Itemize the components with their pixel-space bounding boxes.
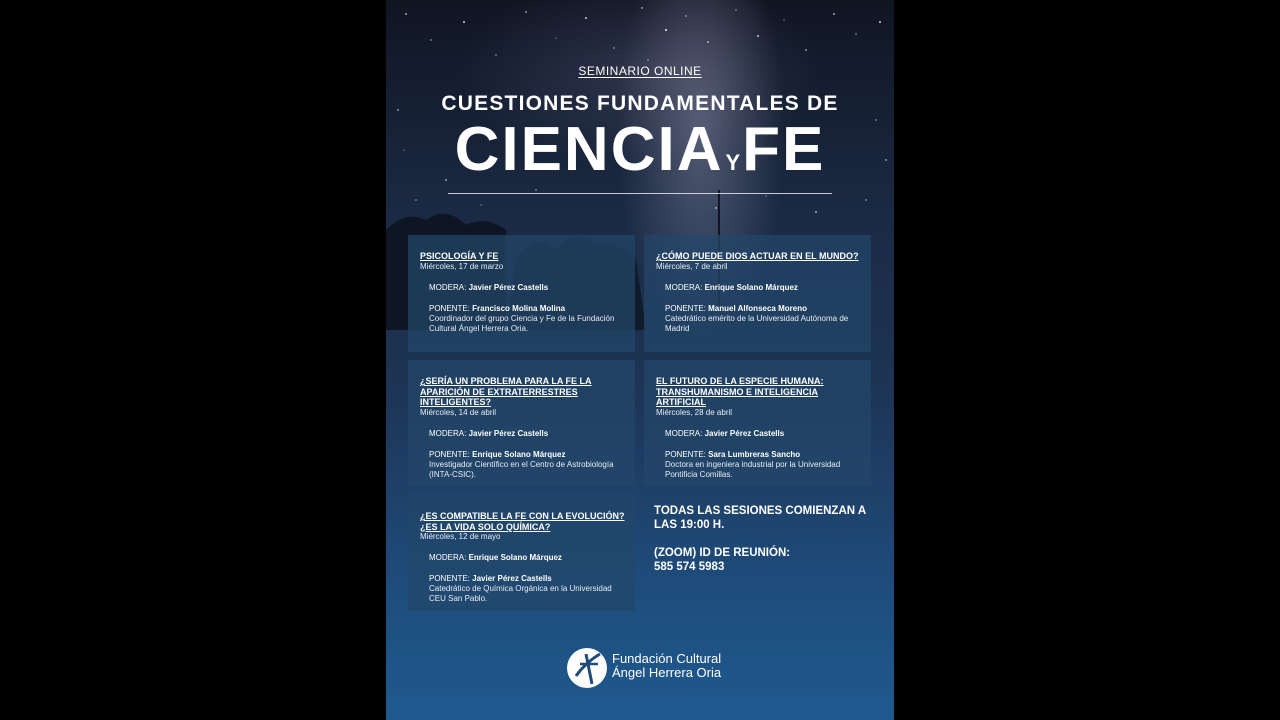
moderator-label: MODERA: <box>665 428 703 438</box>
speaker-description: Doctora en ingeniera industrial por la Universidad Pontificia Comillas. <box>665 459 841 479</box>
session-card-3 <box>408 360 635 486</box>
moderator-name: Enrique Solano Márquez <box>704 282 798 292</box>
moderator-row <box>420 283 625 293</box>
title-main <box>386 114 894 199</box>
session-date: Miércoles, 17 de marzo <box>420 261 504 271</box>
moderator-label: MODERA: <box>429 428 467 438</box>
session-date: Miércoles, 28 de abril <box>656 407 733 417</box>
speaker-name: Enrique Solano Márquez <box>472 449 566 459</box>
speaker-name: Sara Lumbreras Sancho <box>708 449 801 459</box>
moderator-row <box>420 553 625 563</box>
title-divider <box>448 193 832 194</box>
title-word-y: Y <box>725 150 741 175</box>
speaker-name: Javier Pérez Castells <box>472 574 552 583</box>
moderator-name: Enrique Solano Márquez <box>468 553 562 562</box>
session-card-2 <box>644 235 871 352</box>
moderator-row <box>656 283 861 293</box>
session-date: Miércoles, 7 de abril <box>656 261 728 271</box>
session-time-note: TODAS LAS SESIONES COMIENZAN A LAS 19:00 H. <box>654 505 866 531</box>
session-card-5 <box>408 495 635 611</box>
foundation-name-line-1: Fundación Cultural <box>612 651 722 666</box>
session-date: Miércoles, 14 de abril <box>420 407 497 417</box>
session-title[interactable]: ¿SERÍA UN PROBLEMA PARA LA FE LA APARICIÓN DE EXTRATERRESTRES INTELIGENTES? <box>420 376 592 407</box>
seminar-poster <box>386 0 894 720</box>
session-date: Miércoles, 12 de mayo <box>420 532 501 541</box>
foundation-name <box>612 652 721 680</box>
speaker-row <box>420 574 625 584</box>
moderator-row <box>656 429 861 439</box>
moderator-row <box>420 429 625 439</box>
moderator-label: MODERA: <box>665 282 703 292</box>
moderator-name: Javier Pérez Castells <box>704 428 785 438</box>
speaker-row <box>656 450 861 460</box>
title-line-1: CUESTIONES FUNDAMENTALES DE <box>441 92 839 115</box>
speaker-label: PONENTE: <box>429 574 470 583</box>
foundation-logo-icon <box>566 642 610 694</box>
title-word-ciencia: CIENCIA <box>454 115 724 184</box>
seminar-kicker: SEMINARIO ONLINE <box>578 64 702 78</box>
session-card-4 <box>644 360 871 486</box>
speaker-label: PONENTE: <box>429 303 470 313</box>
zoom-label: (ZOOM) ID DE REUNIÓN: <box>654 547 791 559</box>
speaker-row <box>420 304 625 314</box>
speaker-description: Coordinador del grupo Ciencia y Fe de la Fundación Cultural Ángel Herrera Oria. <box>429 313 615 333</box>
foundation-name-line-2: Ángel Herrera Oria <box>612 665 722 680</box>
speaker-description: Investigador Científico en el Centro de Astrobiología (INTA-CSIC). <box>429 459 614 479</box>
speaker-name: Francisco Molina Molina <box>472 303 566 313</box>
session-title[interactable]: ¿CÓMO PUEDE DIOS ACTUAR EN EL MUNDO? <box>656 251 859 261</box>
speaker-description: Catedrático emérito de la Universidad Autónoma de Madrid <box>665 313 849 333</box>
session-title[interactable]: ¿ES COMPATIBLE LA FE CON LA EVOLUCIÓN? ¿ES LA VIDA SOLO QUÍMICA? <box>420 511 625 532</box>
moderator-name: Javier Pérez Castells <box>468 428 549 438</box>
speaker-label: PONENTE: <box>665 449 706 459</box>
title-word-fe: FE <box>742 115 826 184</box>
foundation-logo <box>566 642 736 694</box>
poster-title-block <box>386 64 894 199</box>
speaker-label: PONENTE: <box>429 449 470 459</box>
moderator-label: MODERA: <box>429 282 467 292</box>
speaker-row <box>656 304 861 314</box>
session-title[interactable]: PSICOLOGÍA Y FE <box>420 251 499 261</box>
speaker-row <box>420 450 625 460</box>
session-card-1 <box>408 235 635 352</box>
speaker-description: Catedrático de Química Orgánica en la Universidad CEU San Pablo. <box>429 584 612 603</box>
session-info <box>654 505 884 574</box>
zoom-meeting-id[interactable]: 585 574 5983 <box>654 560 725 573</box>
moderator-label: MODERA: <box>429 553 467 562</box>
speaker-name: Manuel Alfonseca Moreno <box>708 303 807 313</box>
moderator-name: Javier Pérez Castells <box>468 282 549 292</box>
speaker-label: PONENTE: <box>665 303 706 313</box>
session-title[interactable]: EL FUTURO DE LA ESPECIE HUMANA: TRANSHUMANISMO E INTELIGENCIA ARTIFICIAL <box>656 376 824 407</box>
